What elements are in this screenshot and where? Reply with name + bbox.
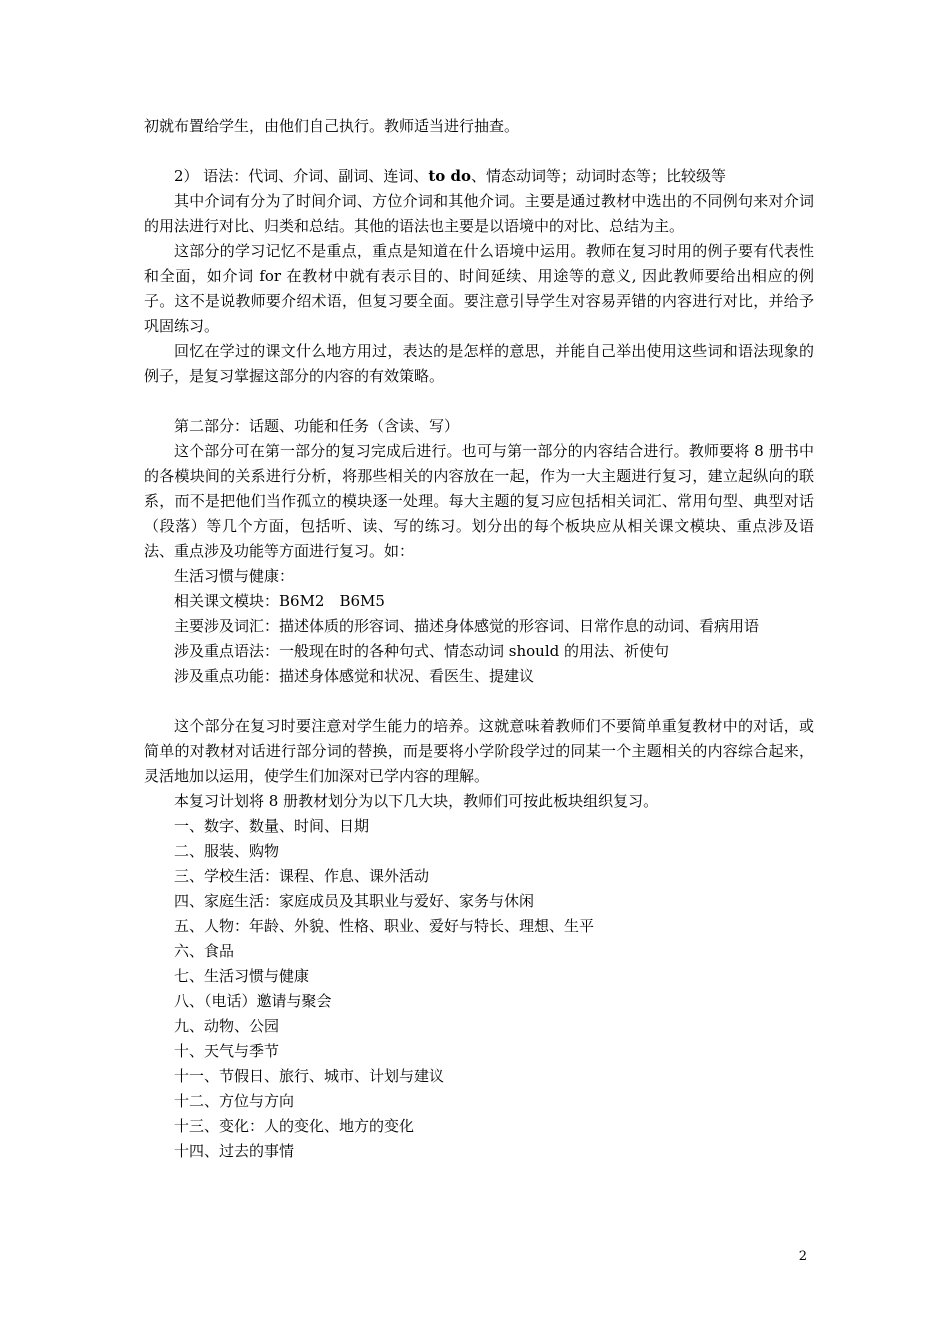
paragraph-part2: 这个部分可在第一部分的复习完成后进行。也可与第一部分的内容结合进行。教师要将 8 册书中的各模块间的关系进行分析，将那些相关的内容放在一起，作为一大主题进行复习，建立起纵向的联系，而不是把他们当作孤立的模块逐一处理。每大主题的复习应包括相关词汇、常用句型、典型对话（段落）等几个方面，包括听、读、写的练习。划分出的每个板块应从相关课文模块、重点涉及语法、重点涉及功能等方面进行复习。如： [144, 442, 814, 560]
example-function: 涉及重点功能：描述身体感觉和状况、看医生、提建议 [174, 667, 535, 685]
topic-item: 一、数字、数量、时间、日期 [174, 817, 370, 835]
grammar-heading-post: 、情态动词等；动词时态等；比较级等 [470, 167, 726, 185]
example-vocab: 主要涉及词汇：描述体质的形容词、描述身体感觉的形容词、日常作息的动词、看病用语 [174, 617, 760, 635]
paragraph-recall: 回忆在学过的课文什么地方用过，表达的是怎样的意思，并能自己举出使用这些词和语法现象的例子，是复习掌握这部分的内容的有效策略。 [144, 342, 814, 385]
spacer [144, 689, 814, 714]
topic-item: 二、服装、购物 [174, 842, 280, 860]
spacer [144, 139, 814, 164]
topic-item: 十一、节假日、旅行、城市、计划与建议 [174, 1067, 445, 1085]
topic-list [144, 814, 814, 1164]
topic-item: 七、生活习惯与健康 [174, 967, 310, 985]
part2-heading: 第二部分：话题、功能和任务（含读、写） [174, 417, 460, 435]
spacer [144, 389, 814, 414]
page-number: 2 [798, 1249, 807, 1264]
paragraph-top: 初就布置给学生，由他们自己执行。教师适当进行抽查。 [144, 117, 520, 135]
topic-item: 九、动物、公园 [174, 1017, 280, 1035]
grammar-heading-bold: to do [428, 167, 471, 185]
example-topic: 生活习惯与健康： [174, 567, 295, 585]
document-page [144, 114, 814, 1164]
paragraph-focus: 这部分的学习记忆不是重点，重点是知道在什么语境中运用。教师在复习时用的例子要有代表性和全面，如介词 for 在教材中就有表示目的、时间延续、用途等的意义, 因此教师要给出相应的例子。这不是说教师要介绍术语，但复习要全面。要注意引导学生对容易弄错的内容进行对比，并给予巩固练习。 [144, 242, 814, 335]
topic-item: 十四、过去的事情 [174, 1142, 295, 1160]
topic-item: 三、学校生活：课程、作息、课外活动 [174, 867, 430, 885]
example-grammar: 涉及重点语法：一般现在时的各种句式、情态动词 should 的用法、祈使句 [174, 642, 669, 660]
topic-item: 十二、方位与方向 [174, 1092, 295, 1110]
topic-item: 十三、变化：人的变化、地方的变化 [174, 1117, 415, 1135]
topic-item: 四、家庭生活：家庭成员及其职业与爱好、家务与休闲 [174, 892, 535, 910]
grammar-heading [144, 164, 814, 189]
topic-item: 十、天气与季节 [174, 1042, 280, 1060]
topic-item: 八、（电话）邀请与聚会 [174, 992, 332, 1010]
paragraph-ability: 这个部分在复习时要注意对学生能力的培养。这就意味着教师们不要简单重复教材中的对话，或简单的对教材对话进行部分词的替换，而是要将小学阶段学过的同某一个主题相关的内容综合起来，灵活地加以运用，使学生们加深对已学内容的理解。 [144, 717, 814, 785]
grammar-heading-pre: 2） 语法：代词、介词、副词、连词、 [174, 167, 429, 185]
paragraph-plan: 本复习计划将 8 册教材划分为以下几大块，教师们可按此板块组织复习。 [174, 792, 659, 810]
example-modules: 相关课文模块：B6M2 B6M5 [174, 592, 385, 610]
paragraph-prepositions: 其中介词有分为了时间介词、方位介词和其他介词。主要是通过教材中选出的不同例句来对介词的用法进行对比、归类和总结。其他的语法也主要是以语境中的对比、总结为主。 [144, 192, 814, 235]
topic-item: 六、食品 [174, 942, 235, 960]
topic-item: 五、人物：年龄、外貌、性格、职业、爱好与特长、理想、生平 [174, 917, 595, 935]
